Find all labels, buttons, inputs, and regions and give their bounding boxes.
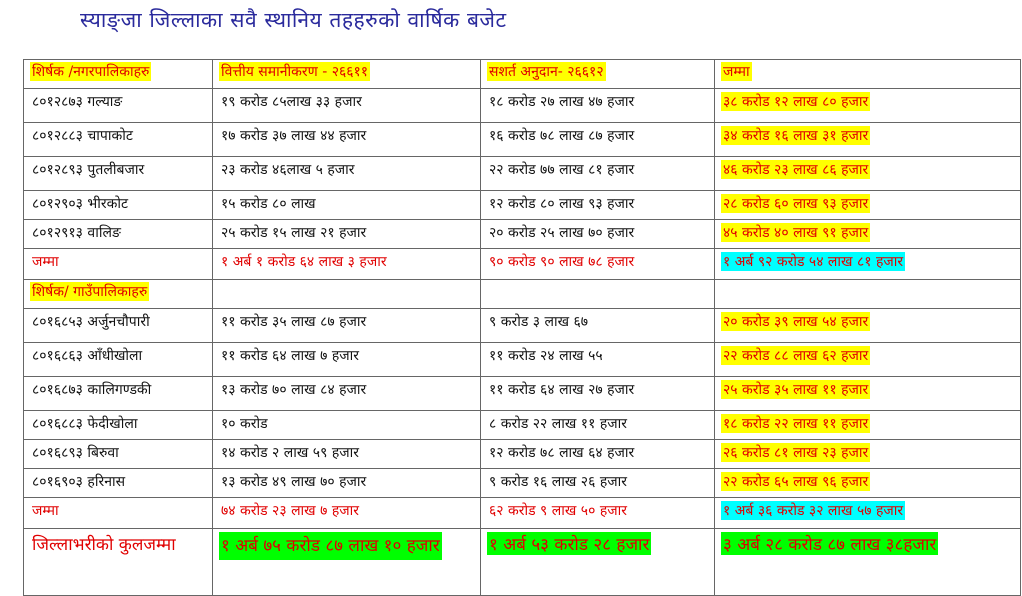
row-name-text: ८०१६८५३ अर्जुनचौपारी — [32, 314, 150, 330]
sum-equalization — [213, 498, 481, 529]
row-equalization-text: १० करोड — [221, 416, 268, 432]
sum-conditional-text: ६२ करोड ९ लाख ५० हजार — [489, 503, 627, 519]
row-conditional-text: १६ करोड ७८ लाख ८७ हजार — [489, 128, 635, 144]
row-equalization — [213, 440, 481, 469]
row-name-text: ८०१६८९३ बिरुवा — [32, 445, 119, 461]
row-equalization — [213, 157, 481, 191]
sum-equalization-text: ७४ करोड २३ लाख ७ हजार — [221, 503, 359, 519]
empty-cell — [715, 280, 1021, 309]
row-conditional — [481, 220, 715, 249]
row-total — [715, 191, 1021, 220]
row-equalization — [213, 309, 481, 343]
row-equalization-text: ११ करोड ३५ लाख ८७ हजार — [221, 314, 367, 330]
table-row — [24, 123, 1021, 157]
row-conditional — [481, 411, 715, 440]
table-row — [24, 220, 1021, 249]
page-title: स्याङ्जा जिल्लाका सवै स्थानिय तहहरुको वार्षिक बजेट — [80, 8, 507, 32]
row-name-text: ८०१६८७३ कालिगण्डकी — [32, 382, 152, 398]
row-total — [715, 440, 1021, 469]
rural-sum-row — [24, 498, 1021, 529]
row-equalization — [213, 411, 481, 440]
row-equalization — [213, 377, 481, 411]
row-equalization — [213, 343, 481, 377]
table-row — [24, 157, 1021, 191]
row-total-text: २२ करोड ८८ लाख ६२ हजार — [723, 348, 869, 364]
row-total — [715, 89, 1021, 123]
row-total — [715, 220, 1021, 249]
row-total — [715, 123, 1021, 157]
row-total-text: ४६ करोड २३ लाख ८६ हजार — [723, 162, 869, 178]
row-conditional-text: १२ करोड ८० लाख ९३ हजार — [489, 196, 635, 212]
table-row — [24, 343, 1021, 377]
row-total — [715, 469, 1021, 498]
row-conditional — [481, 343, 715, 377]
row-total — [715, 343, 1021, 377]
sum-total-text: १ अर्ब ९२ करोड ५४ लाख ८१ हजार — [723, 254, 904, 270]
row-name — [24, 377, 213, 411]
row-conditional — [481, 157, 715, 191]
row-total-text: ३४ करोड १६ लाख ३१ हजार — [723, 128, 869, 144]
row-conditional-text: २२ करोड ७७ लाख ८१ हजार — [489, 162, 635, 178]
sum-total-text: १ अर्ब ३६ करोड ३२ लाख ५७ हजार — [723, 503, 904, 519]
district-total-conditional-text: १ अर्ब ५३ करोड २८ हजार — [487, 532, 651, 555]
table-row — [24, 191, 1021, 220]
district-total-label — [24, 529, 213, 596]
row-name — [24, 411, 213, 440]
row-conditional — [481, 123, 715, 157]
district-total-equalization-text: १ अर्ब ७५ करोड ८७ लाख १० हजार — [219, 532, 442, 560]
sum-conditional — [481, 249, 715, 280]
row-conditional — [481, 309, 715, 343]
municipal-sum-row — [24, 249, 1021, 280]
row-name — [24, 343, 213, 377]
header-total — [715, 60, 1021, 89]
row-total — [715, 157, 1021, 191]
row-total-text: २८ करोड ६० लाख ९३ हजार — [723, 196, 869, 212]
row-total-text: १८ करोड २२ लाख ११ हजार — [723, 416, 869, 432]
row-equalization-text: १५ करोड ८० लाख — [221, 196, 316, 212]
table-row — [24, 377, 1021, 411]
row-equalization — [213, 469, 481, 498]
table-row — [24, 411, 1021, 440]
district-total-total — [715, 529, 1021, 596]
sum-equalization-text: १ अर्ब १ करोड ६४ लाख ३ हजार — [221, 254, 387, 270]
sum-equalization — [213, 249, 481, 280]
header-name — [24, 60, 213, 89]
row-name — [24, 89, 213, 123]
header-equalization-text: वित्तीय समानीकरण - २६६११ — [221, 64, 369, 80]
table-row — [24, 469, 1021, 498]
row-conditional-text: ८ करोड २२ लाख ११ हजार — [489, 416, 627, 432]
sum-label-text: जम्मा — [32, 503, 59, 519]
row-name — [24, 220, 213, 249]
empty-cell — [481, 280, 715, 309]
row-name-text: ८०१६८६३ आँधीखोला — [32, 348, 143, 364]
row-total-text: २५ करोड ३५ लाख ११ हजार — [723, 382, 869, 398]
row-total-text: ४५ करोड ४० लाख ९१ हजार — [723, 225, 869, 241]
header-name-text: शिर्षक /नगरपालिकाहरु — [32, 64, 150, 80]
table-row — [24, 89, 1021, 123]
sum-conditional — [481, 498, 715, 529]
row-conditional-text: २० करोड २५ लाख ७० हजार — [489, 225, 635, 241]
row-name-text: ८०१२८७३ गल्याङ — [32, 94, 123, 110]
header-row — [24, 60, 1021, 89]
header-equalization — [213, 60, 481, 89]
district-total-row — [24, 529, 1021, 596]
district-total-label-text: जिल्लाभरीको कुलजम्मा — [32, 535, 176, 555]
rural-header — [24, 280, 213, 309]
row-total-text: २० करोड ३९ लाख ५४ हजार — [723, 314, 869, 330]
rural-header-row — [24, 280, 1021, 309]
row-total-text: २६ करोड ८१ लाख २३ हजार — [723, 445, 869, 461]
row-total — [715, 309, 1021, 343]
row-equalization-text: २५ करोड १५ लाख २१ हजार — [221, 225, 367, 241]
row-name-text: ८०१६९०३ हरिनास — [32, 474, 126, 490]
row-equalization-text: १९ करोड ८५लाख ३३ हजार — [221, 94, 362, 110]
rural-header-text: शिर्षक/ गाउँपालिकाहरु — [32, 284, 148, 300]
header-conditional-text: सशर्त अनुदान- २६६१२ — [489, 64, 604, 80]
row-equalization-text: ११ करोड ६४ लाख ७ हजार — [221, 348, 359, 364]
district-total-conditional — [481, 529, 715, 596]
header-total-text: जम्मा — [723, 64, 750, 80]
row-name — [24, 440, 213, 469]
row-name — [24, 469, 213, 498]
row-total-text: २२ करोड ६५ लाख ९६ हजार — [723, 474, 869, 490]
row-name-text: ८०१२८९३ पुतलीबजार — [32, 162, 145, 178]
sum-total — [715, 249, 1021, 280]
row-name — [24, 191, 213, 220]
row-equalization-text: १३ करोड ४९ लाख ७० हजार — [221, 474, 367, 490]
row-conditional-text: १२ करोड ७८ लाख ६४ हजार — [489, 445, 635, 461]
row-conditional — [481, 440, 715, 469]
row-equalization-text: १३ करोड ७० लाख ८४ हजार — [221, 382, 367, 398]
row-total-text: ३८ करोड १२ लाख ८० हजार — [723, 94, 869, 110]
budget-table — [23, 59, 1021, 596]
district-total-equalization — [213, 529, 481, 596]
row-conditional — [481, 469, 715, 498]
row-total — [715, 377, 1021, 411]
row-name-text: ८०१६८८३ फेदीखोला — [32, 416, 138, 432]
row-equalization — [213, 123, 481, 157]
row-equalization — [213, 89, 481, 123]
row-total — [715, 411, 1021, 440]
row-name — [24, 157, 213, 191]
row-conditional — [481, 377, 715, 411]
row-equalization — [213, 220, 481, 249]
sum-label — [24, 498, 213, 529]
row-name — [24, 309, 213, 343]
sum-total — [715, 498, 1021, 529]
row-equalization-text: १७ करोड ३७ लाख ४४ हजार — [221, 128, 367, 144]
row-conditional-text: ९ करोड १६ लाख २६ हजार — [489, 474, 627, 490]
table-row — [24, 309, 1021, 343]
row-name-text: ८०१२८८३ चापाकोट — [32, 128, 133, 144]
district-total-total-text: ३ अर्ब २८ करोड ८७ लाख ३८हजार — [721, 532, 938, 555]
empty-cell — [213, 280, 481, 309]
table-row — [24, 440, 1021, 469]
sum-conditional-text: ९० करोड ९० लाख ७८ हजार — [489, 254, 635, 270]
sum-label-text: जम्मा — [32, 254, 59, 270]
row-name-text: ८०१२९१३ वालिङ — [32, 225, 121, 241]
row-equalization-text: १४ करोड २ लाख ५९ हजार — [221, 445, 359, 461]
row-conditional — [481, 191, 715, 220]
row-name-text: ८०१२९०३ भीरकोट — [32, 196, 129, 212]
header-conditional — [481, 60, 715, 89]
row-conditional-text: ११ करोड २४ लाख ५५ — [489, 348, 603, 364]
row-equalization-text: २३ करोड ४६लाख ५ हजार — [221, 162, 355, 178]
row-conditional-text: ९ करोड ३ लाख ६७ — [489, 314, 589, 330]
row-conditional-text: ११ करोड ६४ लाख २७ हजार — [489, 382, 635, 398]
row-equalization — [213, 191, 481, 220]
row-name — [24, 123, 213, 157]
sum-label — [24, 249, 213, 280]
row-conditional — [481, 89, 715, 123]
row-conditional-text: १८ करोड २७ लाख ४७ हजार — [489, 94, 635, 110]
